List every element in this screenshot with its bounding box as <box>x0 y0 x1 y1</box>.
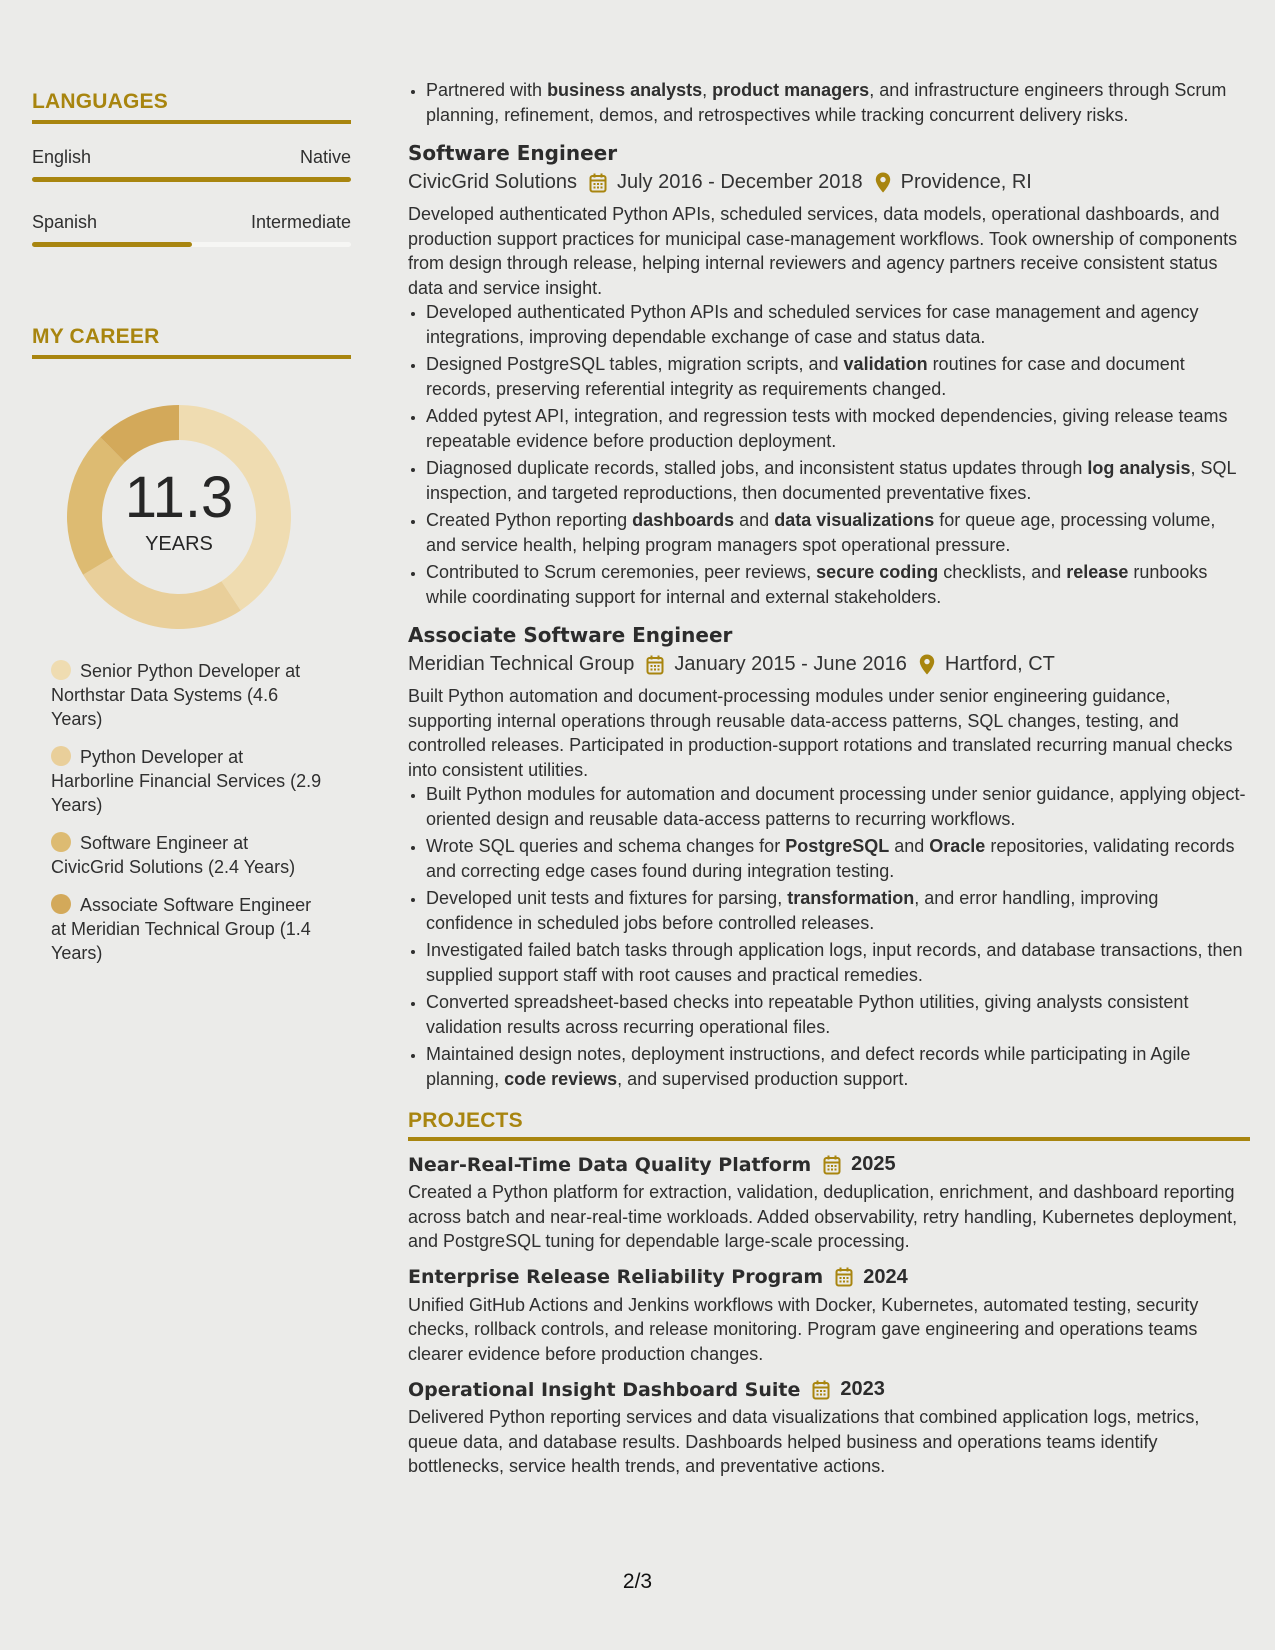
list-item: • Investigated failed batch tasks through application logs, input records, and database transactions, then supplied support staff with root causes and practical remedies. <box>426 938 1250 987</box>
languages-heading: LANGUAGES <box>32 90 351 124</box>
career-legend-item <box>51 831 326 879</box>
legend-label: Senior Python Developer at Northstar Data Systems (4.6 Years) <box>51 661 301 729</box>
sidebar <box>32 90 351 979</box>
language-name: English <box>32 147 92 167</box>
project-header <box>408 1378 1250 1401</box>
career-legend-item <box>51 659 326 731</box>
legend-label: Python Developer at Harborline Financial Services (2.9 Years) <box>51 747 322 815</box>
legend-swatch <box>51 894 71 914</box>
list-item: • Partnered with business analysts, product managers, and infrastructure engineers through Scrum planning, refinement, demos, and retrospectives while tracking concurrent delivery risks. <box>426 78 1250 127</box>
language-item <box>32 212 351 247</box>
career-legend-item <box>51 745 326 817</box>
list-item: • Contributed to Scrum ceremonies, peer reviews, secure coding checklists, and release runbooks while coordinating support for internal and external stakeholders. <box>426 560 1250 609</box>
language-proficiency-fill <box>32 242 192 247</box>
list-item: • Created Python reporting dashboards and data visualizations for queue age, processing volume, and service health, helping program managers spot operational pressure. <box>426 508 1250 557</box>
project-description: Delivered Python reporting services and data visualizations that combined application logs, metrics, queue data, and database results. Dashboards helped business and operations teams identify bottlenecks, service health trends, and preventative actions. <box>408 1407 1200 1476</box>
legend-swatch <box>51 832 71 852</box>
calendar-icon <box>646 655 664 675</box>
job-bullets <box>408 782 1250 1091</box>
list-item: • Added pytest API, integration, and regression tests with mocked dependencies, giving release teams repeatable evidence before production deployment. <box>426 404 1250 453</box>
main-content <box>408 78 1250 1485</box>
career-legend-item <box>51 893 326 965</box>
total-years-label: YEARS <box>145 532 213 555</box>
job-summary: Built Python automation and document-processing modules under senior engineering guidance, supporting internal operations through reusable data-access patterns, SQL changes, testing, and controlled releases. Participated in production-support rotations and translated recurring manual checks into consistent utilities. <box>408 686 1233 780</box>
language-list <box>32 147 351 247</box>
job-dates: January 2015 - June 2016 <box>674 653 907 675</box>
language-proficiency-bar <box>32 177 351 182</box>
language-level: Intermediate <box>250 212 351 232</box>
list-item: • Wrote SQL queries and schema changes for PostgreSQL and Oracle repositories, validating records and correcting edge cases found during integration testing. <box>426 834 1250 883</box>
career-donut-chart <box>64 402 294 632</box>
calendar-icon <box>812 1380 830 1400</box>
job-entry <box>408 141 1250 609</box>
legend-swatch <box>51 746 71 766</box>
language-level: Native <box>299 147 351 167</box>
project-list <box>408 1153 1250 1479</box>
list-item: • Developed unit tests and fixtures for parsing, transformation, and error handling, improving confidence in scheduled jobs before controlled releases. <box>426 886 1250 935</box>
legend-label: Associate Software Engineer at Meridian Technical Group (1.4 Years) <box>51 895 312 963</box>
project-name: Near-Real-Time Data Quality Platform <box>408 1153 812 1176</box>
page-number: 2/3 <box>622 1570 653 1593</box>
job-title: Software Engineer <box>408 141 618 165</box>
list-item: • Designed PostgreSQL tables, migration scripts, and validation routines for case and document records, preserving referential integrity as requirements changed. <box>426 352 1250 401</box>
project-name: Operational Insight Dashboard Suite <box>408 1378 801 1401</box>
job-bullets <box>408 300 1250 609</box>
job-meta <box>408 653 1250 676</box>
list-item: • Converted spreadsheet-based checks into repeatable Python utilities, giving analysts consistent validation results across recurring operational files. <box>426 990 1250 1039</box>
project-description: Unified GitHub Actions and Jenkins workflows with Docker, Kubernetes, automated testing, security checks, rollback controls, and release monitoring. Program gave engineering and operations teams clearer evidence before production changes. <box>408 1294 1199 1364</box>
project-header <box>408 1266 1250 1289</box>
project-description: Created a Python platform for extraction, validation, deduplication, enrichment, and dashboard reporting across batch and near-real-time workloads. Added observability, retry handling, Kubernetes deployment, and PostgreSQL tuning for dependable large-scale processing. <box>408 1182 1238 1251</box>
job-location: Hartford, CT <box>944 653 1055 675</box>
career-legend <box>51 659 326 965</box>
total-years-value: 11.3 <box>124 464 234 530</box>
location-pin-icon <box>875 172 891 193</box>
project-year: 2023 <box>840 1378 885 1400</box>
language-row <box>32 147 351 168</box>
list-item: • Diagnosed duplicate records, stalled jobs, and inconsistent status updates through log analysis, SQL inspection, and targeted reproductions, then documented preventative fixes. <box>426 456 1250 505</box>
job-entry <box>408 623 1250 1091</box>
job-dates: July 2016 - December 2018 <box>616 171 863 193</box>
location-pin-icon <box>919 654 935 675</box>
legend-label: Software Engineer at CivicGrid Solutions (2.4 Years) <box>51 833 296 877</box>
project-header <box>408 1153 1250 1176</box>
project-entry <box>408 1153 1250 1254</box>
previous-job-bullets <box>408 78 1250 127</box>
career-heading: MY CAREER <box>32 325 351 359</box>
job-company: Meridian Technical Group <box>408 653 635 675</box>
job-location: Providence, RI <box>900 171 1032 193</box>
calendar-icon <box>823 1155 841 1175</box>
project-entry <box>408 1266 1250 1367</box>
project-year: 2024 <box>863 1265 908 1288</box>
job-list <box>408 141 1250 1091</box>
project-name: Enterprise Release Reliability Program <box>408 1266 824 1288</box>
list-item: • Built Python modules for automation and document processing under senior guidance, applying object-oriented design and reusable data-access patterns to recurring workflows. <box>426 782 1250 831</box>
legend-swatch <box>51 660 71 680</box>
job-title: Associate Software Engineer <box>408 623 733 647</box>
calendar-icon <box>589 173 607 193</box>
language-row <box>32 212 351 233</box>
donut-center <box>64 402 294 632</box>
language-proficiency-bar <box>32 242 351 247</box>
list-item: • Developed authenticated Python APIs and scheduled services for case management and agency integrations, improving dependable exchange of case and status data. <box>426 300 1250 349</box>
job-summary: Developed authenticated Python APIs, scheduled services, data models, operational dashboards, and production support practices for municipal case-management workflows. Took ownership of components from design through release, helping internal reviewers and agency partners receive consistent status data and service insight. <box>408 204 1238 298</box>
job-meta <box>408 171 1250 194</box>
projects-heading: PROJECTS <box>408 1109 1250 1141</box>
list-item: • Maintained design notes, deployment instructions, and defect records while participating in Agile planning, code reviews, and supervised production support. <box>426 1042 1250 1091</box>
language-proficiency-fill <box>32 177 351 182</box>
project-year: 2025 <box>851 1153 896 1175</box>
job-company: CivicGrid Solutions <box>408 171 577 193</box>
calendar-icon <box>835 1267 853 1287</box>
language-name: Spanish <box>32 212 98 232</box>
project-entry <box>408 1378 1250 1479</box>
language-item <box>32 147 351 182</box>
